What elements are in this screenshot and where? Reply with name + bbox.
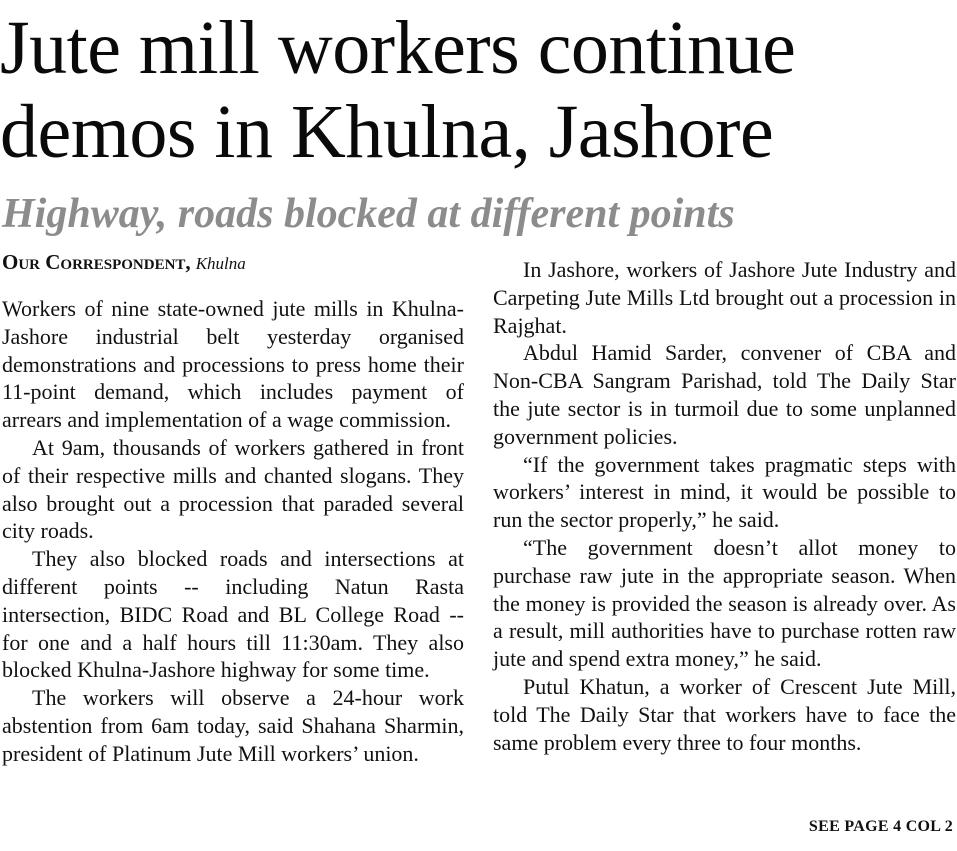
byline-name: Our Correspondent, [2, 250, 191, 274]
paragraph: In Jashore, workers of Jashore Jute Industry and Carpeting Jute Mills Ltd brought out a procession in Rajghat. [493, 257, 956, 338]
headline-line-1: Jute mill workers continue [0, 6, 796, 90]
headline-line-2: demos in Khulna, Jashore [0, 90, 774, 174]
paragraph: Abdul Hamid Sarder, convener of CBA and Non-CBA Sangram Parishad, told The Daily Star the jute sector is in turmoil due to some unplanned government policies. [493, 340, 956, 449]
byline-location: Khulna [195, 254, 246, 273]
right-column [493, 256, 956, 756]
paragraph: Workers of nine state-owned jute mills in Khulna-Jashore industrial belt yesterday organised demonstrations and processions to press home their 11-point demand, which includes payment of arrears and implementation of a wage commission. [2, 296, 464, 433]
left-column [2, 295, 464, 768]
byline [2, 248, 246, 278]
paragraph: “If the government takes pragmatic steps with workers’ interest in mind, it would be possible to run the sector properly,” he said. [493, 451, 956, 533]
paragraph: They also blocked roads and intersections at different points -- including Natun Rasta intersection, BIDC Road and BL College Road -- for one and a half hours till 11:30am. They also blocked Khulna-Jashore highway for some time. [2, 546, 464, 683]
continuation-note: SEE PAGE 4 COL 2 [808, 818, 953, 835]
subheadline: Highway, roads blocked at different points [2, 191, 735, 237]
paragraph: The workers will observe a 24-hour work abstention from 6am today, said Shahana Sharmin, president of Platinum Jute Mill workers’ union. [2, 685, 464, 766]
paragraph: “The government doesn’t allot money to purchase raw jute in the appropriate season. When the money is provided the season is already over. As a result, mill authorities have to purchase rotten raw jute and spend extra money,” he said. [493, 534, 956, 672]
headline [0, 6, 957, 174]
paragraph: At 9am, thousands of workers gathered in front of their respective mills and chanted slogans. They also brought out a procession that paraded several city roads. [2, 434, 464, 544]
paragraph: Putul Khatun, a worker of Crescent Jute Mill, told The Daily Star that workers have to face the same problem every three to four months. [493, 673, 956, 755]
